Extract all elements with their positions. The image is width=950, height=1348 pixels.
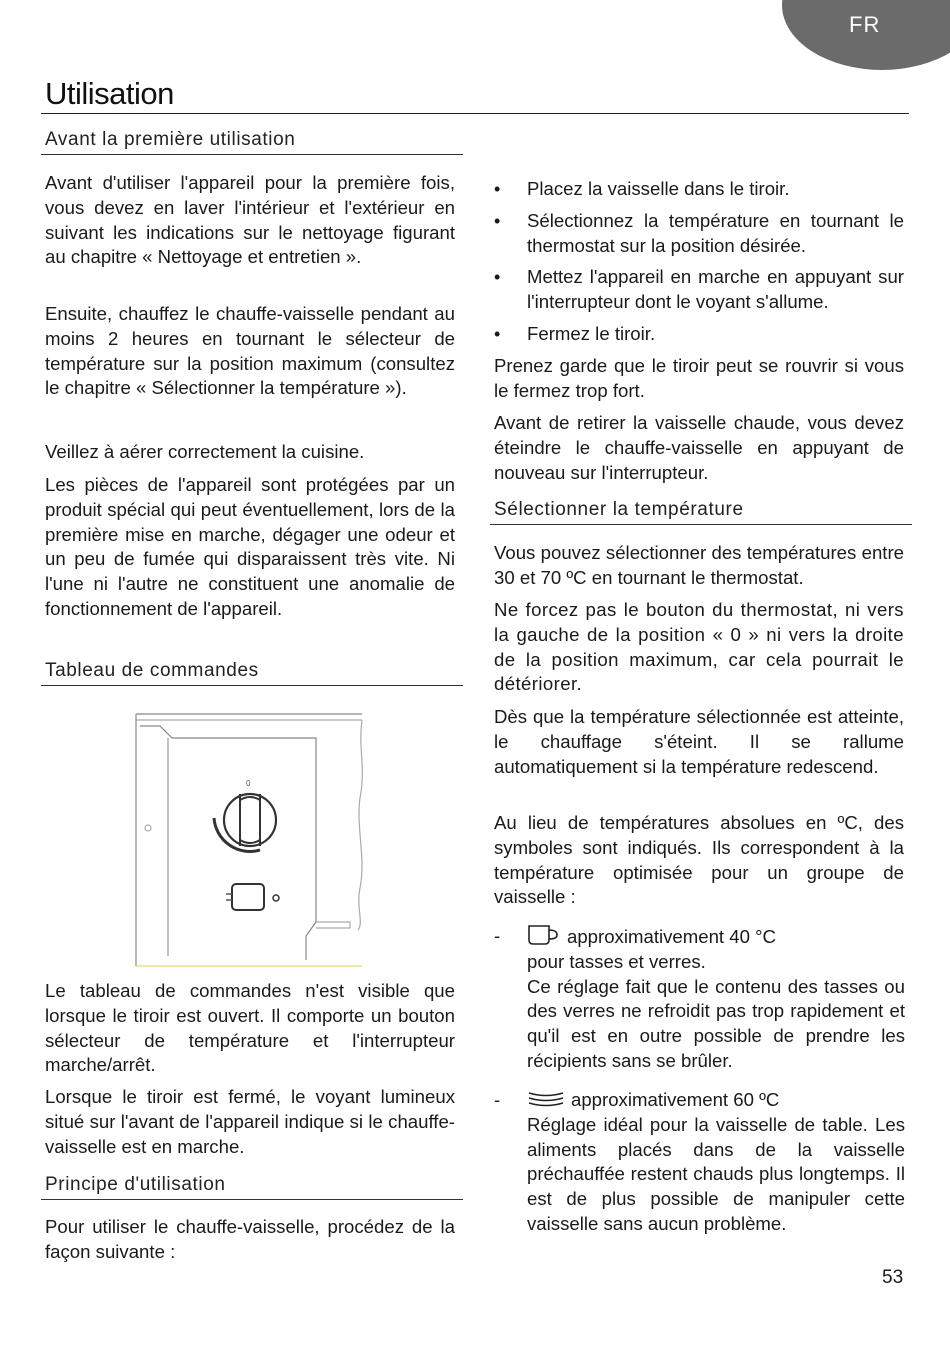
symbol-temperature-cups: approximativement 40 °C — [567, 926, 776, 947]
page-title: Utilisation — [45, 76, 174, 111]
usage-step: • Placez la vaisselle dans le tiroir. — [494, 177, 904, 202]
stacked-plates-icon — [527, 1089, 565, 1109]
symbol-dash: - — [494, 1089, 501, 1110]
page-number: 53 — [882, 1267, 904, 1288]
first-use-paragraph-3: Veillez à aérer correctement la cuisine. — [45, 441, 365, 462]
usage-step: • Fermez le tiroir. — [494, 322, 904, 347]
temperature-paragraph-2: Ne forcez pas le bouton du thermostat, ni vers la gauche de la position « 0 » ni vers la droite de la position maximum, car cela pourrait le détériorer. — [494, 599, 904, 695]
language-tab-label: FR — [849, 12, 881, 37]
section-heading-control-panel: Tableau de commandes — [41, 660, 463, 686]
title-rule — [41, 113, 909, 114]
switch-off-paragraph: Avant de retirer la vaisselle chaude, vous devez éteindre le chauffe-vaisselle en appuyant de nouveau sur l'interrupteur. — [494, 412, 904, 483]
section-heading-select-temperature: Sélectionner la température — [490, 499, 912, 525]
svg-text:0: 0 — [246, 779, 251, 788]
language-tab — [782, 0, 950, 70]
symbol-dash: - — [494, 925, 501, 946]
first-use-paragraph-2: Ensuite, chauffez le chauffe-vaisselle pendant au moins 2 heures en tournant le sélecteur de température sur la position maximum (consultez le chapitre « Sélectionner la température »). — [45, 303, 455, 399]
usage-steps-list — [494, 177, 904, 354]
symbol-description-plates: Réglage idéal pour la vaisselle de table. Les aliments placés dans de la vaisselle préchauffée restent chauds plus longtemps. Il est de plus possible de manipuler cette vaisselle sans aucun problème. — [527, 1113, 905, 1234]
control-panel-paragraph-1: Le tableau de commandes n'est visible que lorsque le tiroir est ouvert. Il comporte un bouton sélecteur de température et l'interrupteur marche/arrêt. — [45, 980, 455, 1076]
cup-icon — [527, 924, 561, 946]
section-heading-operating-principle: Principe d'utilisation — [41, 1174, 463, 1200]
temperature-paragraph-3: Dès que la température sélectionnée est atteinte, le chauffage s'éteint. Il se rallume automatiquement si la température redescend. — [494, 706, 904, 777]
usage-step: • Sélectionnez la température en tournant le thermostat sur la position désirée. — [494, 209, 904, 259]
operating-principle-paragraph-1: Pour utiliser le chauffe-vaisselle, procédez de la façon suivante : — [45, 1216, 455, 1262]
thermostat-knob-icon — [214, 779, 276, 851]
symbol-temperature-plates: approximativement 60 ºC — [571, 1089, 780, 1110]
temperature-paragraph-4: Au lieu de températures absolues en ºC, des symboles sont indiqués. Ils correspondent à la température optimisée pour un groupe de vaisselle : — [494, 812, 904, 908]
drawer-warning-paragraph: Prenez garde que le tiroir peut se rouvrir si vous le fermez trop fort. — [494, 355, 904, 401]
usage-step: • Mettez l'appareil en marche en appuyant sur l'interrupteur dont le voyant s'allume. — [494, 265, 904, 315]
symbol-description-cups: Ce réglage fait que le contenu des tasses ou des verres ne refroidit pas trop rapidement et qu'il est en outre possible de prendre les récipients sans se brûler. — [527, 975, 905, 1071]
symbol-usage-cups: pour tasses et verres. — [527, 950, 706, 972]
control-panel-paragraph-2: Lorsque le tiroir est fermé, le voyant lumineux situé sur l'avant de l'appareil indique si le chauffe-vaisselle est en marche. — [45, 1086, 455, 1157]
control-panel-illustration — [130, 708, 370, 970]
temperature-paragraph-1: Vous pouvez sélectionner des températures entre 30 et 70 ºC en tournant le thermostat. — [494, 542, 904, 588]
first-use-paragraph-4: Les pièces de l'appareil sont protégées par un produit spécial qui peut éventuellement, lors de la première mise en marche, dégager une odeur et un peu de fumée qui disparaissent très vite. Ni l'une ni l'autre ne constituent une anomalie de fonctionnement de l'appareil. — [45, 474, 455, 619]
power-switch-icon — [226, 884, 279, 910]
section-heading-first-use: Avant la première utilisation — [41, 129, 463, 155]
first-use-paragraph-1: Avant d'utiliser l'appareil pour la première fois, vous devez en laver l'intérieur et l'extérieur en suivant les indications sur le nettoyage figurant au chapitre « Nettoyage et entretien ». — [45, 172, 455, 268]
